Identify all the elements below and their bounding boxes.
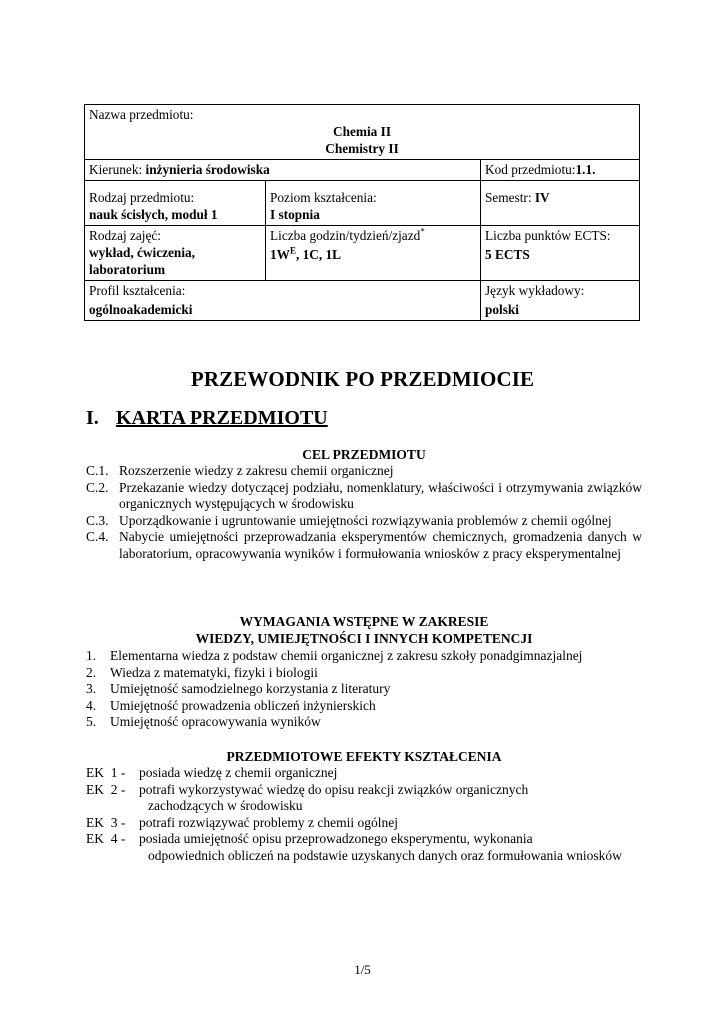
godzin-label: Liczba godzin/tydzień/zjazd* [270,226,425,243]
efekty-heading: PRZEDMIOTOWE EFEKTY KSZTAŁCENIA [226,749,502,764]
kierunek-label: Kierunek: [89,162,146,177]
list-item: 5. Umiejętność opracowywania wyników [86,714,321,730]
page-number: 1/5 [354,962,371,977]
ects-label: Liczba punktów ECTS: [485,228,611,243]
list-item: EK 4 - posiada umiejętność opisu przeprowadzonego eksperymentu, wykonania odpowiednich obliczeń na podstawie uzyskanych danych oraz formułowania wniosków [86,831,622,863]
zajec-value-2: laboratorium [89,262,166,277]
profil-value: ogólnoakademicki [89,302,193,317]
list-item: EK 2 - potrafi wykorzystywać wiedzę do opisu reakcji związków organicznych zachodzących w środowisku [86,781,529,814]
list-item: EK 3 - potrafi rozwiązywać problemy z chemii ogólnej [86,814,399,830]
course-name-label: Nazwa przedmiotu: [89,107,194,122]
table-row-kierunek [85,160,640,181]
semestr-value: IV [534,190,550,205]
efekty-list [86,765,642,865]
rodzaj-value: nauk ścisłych, moduł 1 [89,207,218,222]
kierunek-value: inżynieria środowiska [145,162,270,177]
section-heading [86,407,328,430]
list-item: C.4. Nabycie umiejętności przeprowadzania eksperymentów chemicznych, gromadzenia danych w laboratorium, opracowywania wyników i formułowania wniosków z pracy eksperymentalnej [86,529,642,561]
profil-label: Profil kształcenia: [89,283,186,298]
jezyk-label: Język wykładowy: [485,283,585,298]
table-row-profil [85,281,640,321]
wymagania-list [86,648,642,731]
cel-list [86,463,642,563]
table-row-rodzaj [85,181,640,226]
table-row-name [85,105,640,160]
rodzaj-label: Rodzaj przedmiotu: [89,190,195,205]
list-item: 3. Umiejętność samodzielnego korzystania z literatury [86,681,391,697]
list-item: C.1. Rozszerzenie wiedzy z zakresu chemii organicznej [86,463,394,478]
list-item: 2. Wiedza z matematyki, fizyki i biologii [86,664,318,680]
kod-label: Kod przedmiotu: [485,162,576,177]
semestr-label: Semestr: [485,190,535,205]
list-item: EK 1 - posiada wiedzę z chemii organicznej [86,765,338,780]
jezyk-value: polski [485,302,520,317]
section-number: I. [86,407,99,429]
list-item: 4. Umiejętność prowadzenia obliczeń inżynierskich [86,697,376,713]
poziom-value: I stopnia [270,207,320,222]
ects-value: 5 ECTS [485,247,530,262]
cel-heading: CEL PRZEDMIOTU [302,447,426,462]
course-title-en: Chemistry II [325,141,399,156]
list-item: C.2. Przekazanie wiedzy dotyczącej podziału, nomenklatury, właściwości i otrzymywania związków organicznych występujących w środowisku [86,479,642,512]
section-name: KARTA PRZEDMIOTU [116,407,328,429]
kod-value: 1.1. [575,162,596,177]
list-item: C.3. Uporządkowanie i ugruntowanie umiejętności rozwiązywania problemów z chemii ogólnej [86,512,612,528]
godzin-value: $1W^E$, 1C, 1L [270,245,342,262]
page-title: PRZEWODNIK PO PRZEDMIOCIE [190,367,535,391]
course-title-pl: Chemia II [333,124,391,139]
wymagania-heading-1: WYMAGANIA WSTĘPNE W ZAKRESIE [239,614,489,629]
zajec-value-1: wykład, ćwiczenia, [89,245,195,260]
list-item: 1. Elementarna wiedza z podstaw chemii organicznej z zakresu szkoły ponadgimnazjalnej [86,648,583,663]
poziom-label: Poziom kształcenia: [270,190,377,205]
zajec-label: Rodzaj zajęć: [89,228,161,243]
wymagania-heading-2: WIEDZY, UMIEJĘTNOŚCI I INNYCH KOMPETENCJI [195,631,533,646]
course-info-table [84,104,640,321]
table-row-zajec [85,226,640,281]
